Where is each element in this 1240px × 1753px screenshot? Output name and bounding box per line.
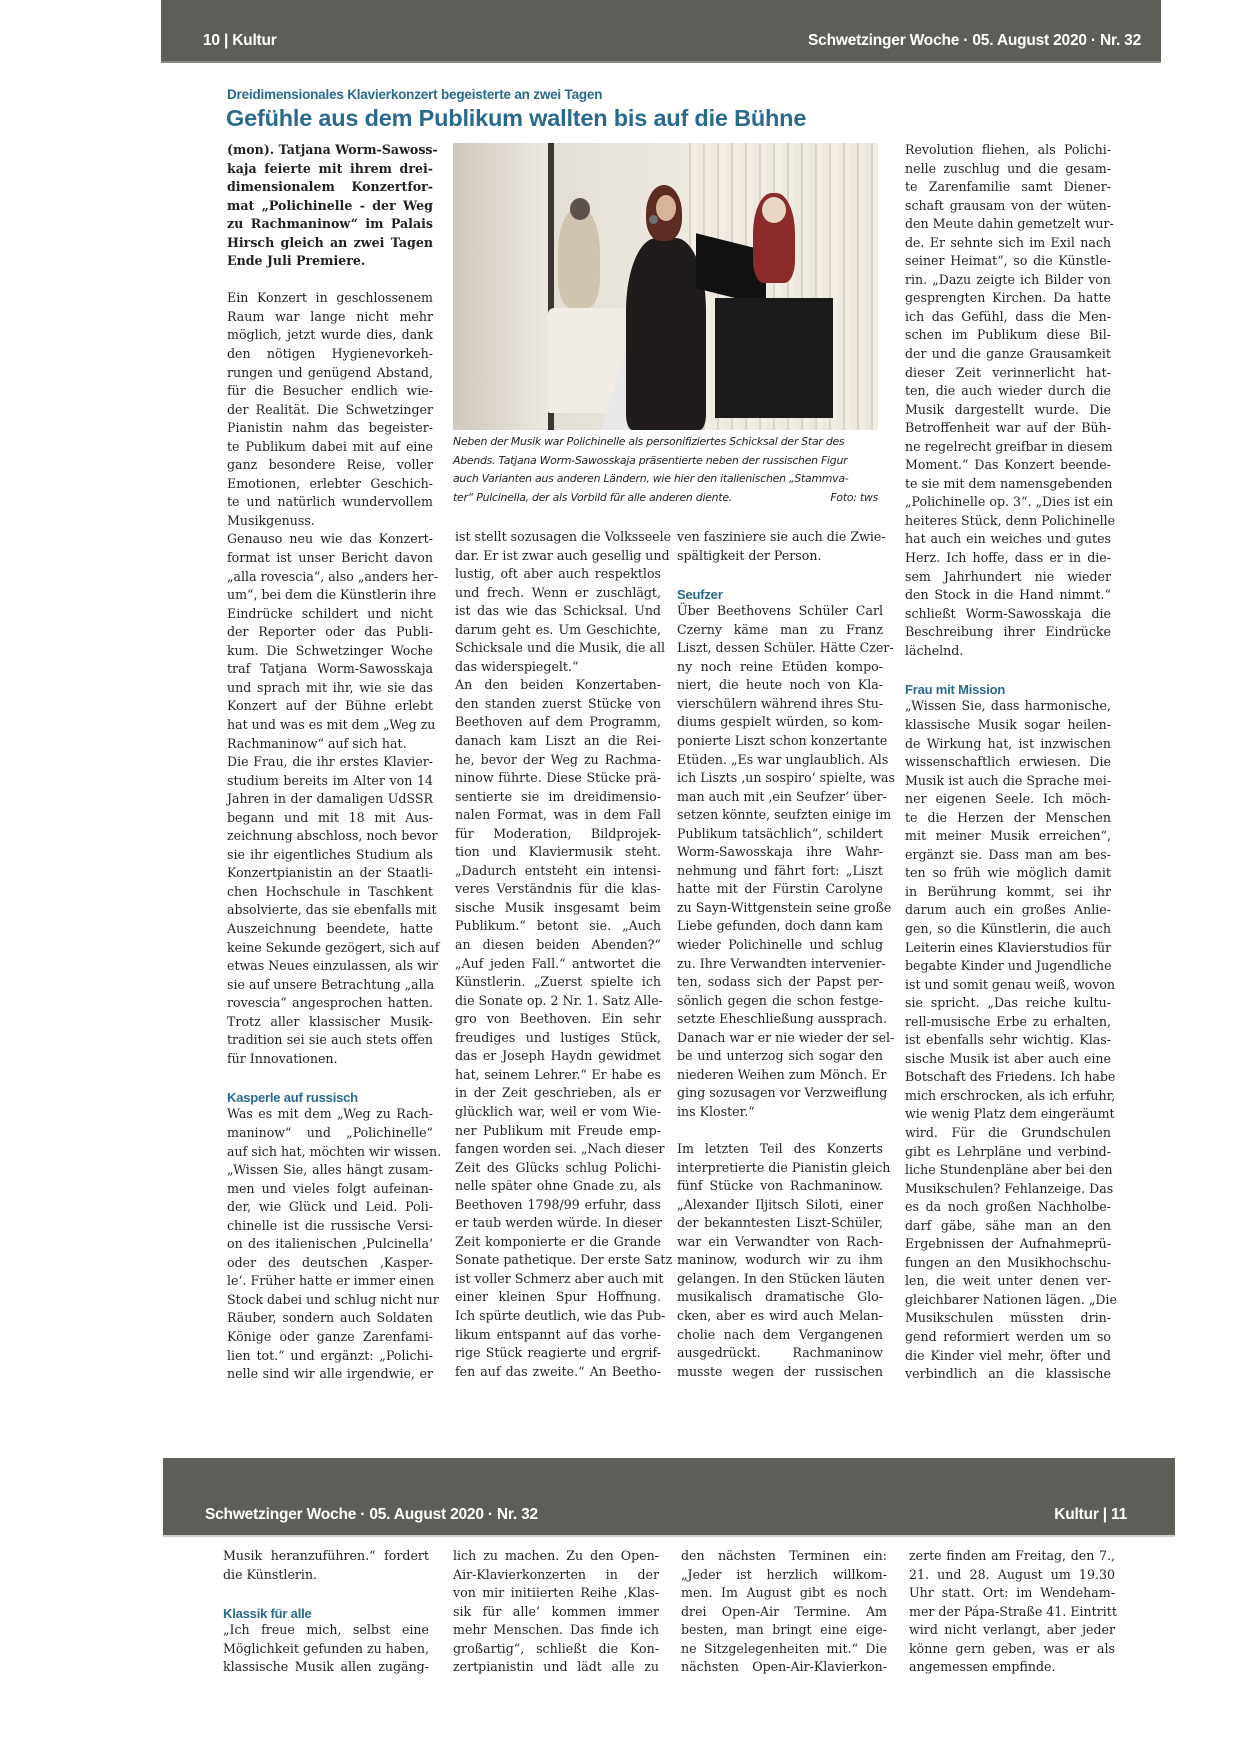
text-line: Genauso neu wie das Konzert- [227, 531, 433, 547]
text-line: Liebe gefunden, doch dann kam [677, 918, 883, 934]
text-line: zerte finden am Freitag, den 7., [909, 1548, 1115, 1563]
text-line: de. Er sehnte sich im Exil nach [905, 234, 1111, 250]
text-line: besten, man bringt eine eige- [681, 1622, 887, 1638]
text-column [455, 528, 673, 1381]
text-line: dar. Er ist zwar auch gesellig und [455, 547, 670, 563]
text-line: Raum war lange nicht mehr [227, 308, 433, 324]
text-line: Auszeichnung beendete, hatte [227, 920, 433, 936]
text-line: le‘. Früher hatte er immer einen [227, 1273, 435, 1289]
text-line: te sie mit dem namensgebenden [905, 475, 1113, 491]
text-line: Die Frau, die ihr erstes Klavier- [227, 754, 433, 770]
text-line: ausgedrückt. Rachmaninow [677, 1345, 883, 1361]
text-line: on des italienischen ‚Pulcinella‘ [227, 1236, 433, 1252]
text-line: hatte mit der Fürstin Carolyne [677, 881, 883, 897]
caption-line: Abends. Tatjana Worm-Sawosskaja präsentierte neben der russischen Figur [453, 453, 848, 467]
text-line: rovescia“ angesprochen hatten. [227, 995, 433, 1011]
text-line: veres Verständnis für die klas- [455, 881, 661, 897]
body-paragraph [905, 697, 1117, 1383]
text-line: glücklich war, weil er vom Wie- [455, 1103, 661, 1119]
text-line: an diesen beiden Abenden?“ [455, 937, 661, 953]
text-line: len, die weit unter denen ver- [905, 1273, 1111, 1289]
text-line: ne Sitzgelegenheiten mit.“ Die [681, 1640, 887, 1656]
text-line: Worm-Sawosskaja ihre Wahr- [677, 844, 883, 860]
text-line: verbindlich an die klassische [905, 1366, 1111, 1382]
text-line: Musik ist auch die Sprache mei- [905, 772, 1111, 788]
text-line: nelle zuschlug und die gesam- [905, 160, 1111, 176]
body-paragraph [227, 753, 440, 1068]
text-line: Danach war er nie wieder der sel- [677, 1029, 895, 1045]
text-line: für Innovationen. [227, 1050, 338, 1066]
text-line: fungen an den Musikhochschu- [905, 1254, 1111, 1270]
text-line: Betroffenheit war auf der Büh- [905, 420, 1111, 436]
text-line: Über Beethovens Schüler Carl [677, 603, 883, 619]
text-line: sönlich gegen die schon festge- [677, 992, 883, 1008]
text-line: ist ebenfalls sehr wichtig. Klas- [905, 1032, 1111, 1048]
text-line: Ein Konzert in geschlossenem [227, 290, 433, 306]
text-line: Beschreibung ihrer Eindrücke [905, 624, 1111, 640]
pianist-figure [626, 238, 706, 430]
text-line: war ein Verwandter von Rach- [677, 1233, 883, 1249]
text-line: wird nicht verlangt, aber jeder [909, 1622, 1115, 1638]
text-line: „Dadurch entsteht ein intensi- [455, 862, 661, 878]
text-line: studium bereits im Alter von 14 [227, 772, 433, 788]
text-line: ich Liszts ‚un sospiro‘ spielte, was [677, 770, 895, 786]
caption-line: Neben der Musik war Polichinelle als personifiziertes Schicksal der Star des [453, 435, 845, 448]
text-line: seiner Heimat“, so die Künstle- [905, 253, 1111, 269]
text-line: ponierte Liszt schon konzertante [677, 733, 888, 749]
text-line: begabte Kinder und Jugendliche [905, 958, 1112, 974]
text-line: man auch mit ‚ein Seufzer‘ über- [677, 788, 887, 804]
text-line: zu. Ihre Verwandten intervenier- [677, 955, 886, 971]
section-subheading: Seufzer [677, 586, 723, 602]
text-column [227, 141, 442, 1384]
text-line: Air-Klavierkonzerten in der [453, 1566, 659, 1582]
text-line: 21. und 28. August um 19.30 [909, 1566, 1115, 1582]
text-line: zu Rachmaninow“ im Palais [227, 216, 433, 232]
text-column [909, 1547, 1115, 1677]
text-line: die Künstlerin. [223, 1566, 318, 1582]
text-line: freudiges und lustiges Stück, [455, 1029, 661, 1045]
text-line: Hirsch gleich an zwei Tagen [227, 234, 433, 250]
section-subheading: Frau mit Mission [905, 681, 1006, 697]
text-line: Publikum.“ betont sie. „Auch [455, 918, 661, 934]
text-line: cholie nach dem Vergangenen [677, 1326, 883, 1342]
text-line: Eindrücke schildert und nicht [227, 605, 433, 621]
text-line: de Wirkung hat, ist inzwischen [905, 735, 1111, 751]
text-line: Pianistin nahm das begeister- [227, 420, 433, 436]
text-line: kaja feierte mit ihrem drei- [227, 160, 433, 176]
text-line: Uhr statt. Ort: im Wendeham- [909, 1585, 1115, 1601]
caption-line: auch Varianten aus anderen Ländern, wie hier den italienischen „Stammva- [453, 472, 849, 486]
text-line: sie auf unsere Betrachtung „alla [227, 976, 435, 992]
text-line: dimensionalem Konzertfor- [227, 179, 433, 195]
text-line: Moment.“ Das Konzert beende- [905, 457, 1111, 473]
text-line: ner eigenen Seele. Ich möch- [905, 791, 1111, 807]
text-line: wissenschaftlich erwiesen. Die [905, 754, 1111, 770]
text-line: niert, die heute noch von Kla- [677, 677, 883, 693]
text-line: den standen zuerst Stücke von [455, 695, 661, 711]
text-line: und frech. Wenn er zuschlägt, [455, 584, 661, 600]
text-line: lich zu machen. Zu den Open- [453, 1548, 659, 1563]
text-line: schen im Publikum diese Bil- [905, 327, 1111, 343]
text-line: mer der Pápa-Straße 41. Eintritt [909, 1603, 1117, 1619]
text-line: setzen könnte, seufzten einige im [677, 807, 892, 823]
text-line: in Berührung kommt, sei ihr [905, 883, 1111, 899]
caption-line: ter“ Pulcinella, der als Vorbild für alle anderen diente. Foto: tws [453, 489, 878, 508]
section-subheading: Kasperle auf russisch [227, 1089, 358, 1105]
text-line: gend reformiert werden um so [905, 1329, 1111, 1344]
text-line: mit meiner Musik erreichen“, [905, 828, 1111, 844]
article-kicker: Dreidimensionales Klavierkonzert begeisterte an zwei Tagen [227, 87, 603, 102]
text-line: gen, so die Künstlerin, die auch [905, 920, 1111, 936]
text-line: ten so früh wie möglich damit [905, 865, 1111, 881]
body-paragraph [227, 530, 438, 753]
text-line: der bekanntesten Liszt-Schüler, [677, 1215, 883, 1231]
text-line: „Polichinelle op. 3“. „Dies ist ein [905, 494, 1114, 510]
paragraph-gap [227, 271, 433, 290]
text-column [223, 1547, 429, 1677]
text-line: Könige oder ganze Zarenfami- [227, 1329, 433, 1344]
text-line: keine Sekunde gezögert, sich auf [227, 939, 440, 955]
text-line: Rachmaninow“ auf sich hat. [227, 735, 407, 751]
body-paragraph [455, 676, 673, 1381]
text-line: rungen und genügend Abstand, [227, 364, 433, 380]
body-paragraph [227, 1105, 442, 1383]
text-line: lien tot.“ und ergänzt: „Polichi- [227, 1347, 433, 1363]
text-line: Stock dabei und schlug nicht nur [227, 1291, 439, 1307]
text-line: den Stock in die Hand nimmt.“ [905, 587, 1111, 603]
page-header-bar [161, 0, 1161, 63]
text-line: zeichnung abschloss, noch bevor [227, 828, 438, 844]
text-line: ergänzt sie. Dass man am bes- [905, 846, 1111, 862]
text-line: Czerny käme man zu Franz [677, 621, 883, 637]
text-line: ins Kloster.“ [677, 1103, 755, 1119]
text-line: ven fasziniere sie auch die Zwie- [677, 529, 886, 544]
text-column [681, 1547, 887, 1677]
publication-info: Schwetzinger Woche · 05. August 2020 · Nr. 32 [205, 1506, 538, 1523]
text-line: „Auf jeden Fall.“ antwortet die [455, 955, 661, 971]
paragraph-gap [677, 565, 883, 584]
text-line: Ergebnissen der Aufnahmeprü- [905, 1236, 1111, 1252]
text-line: er taub werden würde. In dieser [455, 1215, 663, 1231]
body-paragraph [453, 1547, 659, 1677]
body-paragraph [227, 289, 433, 530]
text-line: den nächsten Terminen ein: [681, 1548, 887, 1563]
text-line: mat „Polichinelle - der Weg [227, 197, 433, 213]
text-line: ganz besondere Reise, voller [227, 457, 433, 473]
body-paragraph [909, 1547, 1115, 1677]
body-paragraph [905, 141, 1116, 660]
text-line: format ist unser Bericht davon [227, 550, 433, 566]
text-line: te und natürlich wundervollem [227, 494, 433, 510]
text-line: nelle sind wir alle irgendwie, er [227, 1366, 433, 1382]
text-line: zu Sayn-Wittgenstein seine große [677, 899, 892, 915]
paragraph-gap [905, 660, 1111, 679]
text-line: oder des deutschen ‚Kasper- [227, 1254, 433, 1270]
text-line: likum entspannt auf das vorhe- [455, 1326, 661, 1342]
text-line: einer kleinen Spur Hoffnung. [455, 1289, 661, 1305]
text-line: gelangen. In den Stücken läuten [677, 1270, 885, 1286]
text-line: der Realität. Die Schwetzinger [227, 401, 433, 417]
text-line: die Kinder viel mehr, öfter und [905, 1347, 1111, 1363]
text-line: Konzertpianistin an der Staatli- [227, 865, 433, 881]
text-line: Musik heranzuführen.“ fordert [223, 1548, 429, 1563]
polichinelle-puppet [558, 208, 600, 308]
text-line: Publikum tatsächlich“, schildert [677, 825, 883, 841]
text-line: rell-musische Erbe zu erhalten, [905, 1013, 1111, 1029]
section-subheading: Klassik für alle [223, 1605, 312, 1621]
text-line: mich erschrocken, als ich erfuhr, [905, 1087, 1116, 1103]
text-line: begann und mit 18 mit Aus- [227, 809, 433, 825]
paragraph-gap [227, 1068, 433, 1087]
text-line: gesprengten Kirchen. Da hatte [905, 290, 1111, 306]
text-line: Emotionen, erlebter Geschich- [227, 475, 433, 491]
text-line: rige Stück reagierte und ergrif- [455, 1345, 661, 1361]
text-line: großartig“, schließt die Kon- [453, 1640, 659, 1656]
text-line: das er Joseph Haydn gewidmet [455, 1048, 661, 1064]
text-column [453, 1547, 659, 1677]
text-line: „Ich freue mich, selbst eine [223, 1622, 429, 1638]
text-line: lustig, oft aber auch respektlos [455, 566, 661, 582]
text-line: (mon). Tatjana Worm-Sawoss- [227, 142, 438, 157]
text-line: chinelle ist die russische Versi- [227, 1217, 433, 1233]
text-line: te die Herzen der Menschen [905, 809, 1111, 825]
photo-caption [453, 433, 878, 507]
text-line: vierschülern während ihres Stu- [677, 695, 884, 711]
text-line: lächelnd. [905, 642, 964, 658]
text-line: heiteres Stück, denn Polichinelle [905, 512, 1116, 528]
text-line: tion und Klaviermusik steht. [455, 844, 661, 860]
text-line: men und vieles folgt aufeinan- [227, 1180, 433, 1196]
text-line: für die Besucher endlich wie- [227, 383, 433, 399]
text-line: hat, seinem Lehrer.“ Er habe es [455, 1066, 661, 1082]
text-line: Musikschulen müssten drin- [905, 1310, 1111, 1326]
text-line: Schicksale und die Musik, die all [455, 640, 666, 656]
text-line: darum geht es. Um Geschichte, [455, 621, 661, 637]
text-line: nelle später ohne Gnade zu, als [455, 1178, 661, 1194]
body-paragraph [223, 1621, 429, 1677]
text-line: nächsten Open-Air-Klavierkon- [681, 1659, 887, 1675]
microphone-icon [649, 215, 658, 224]
text-line: maninow“ und „Polichinelle“ [227, 1124, 433, 1140]
text-line: das widerspiegelt.“ [455, 658, 579, 674]
text-line: spältigkeit der Person. [677, 547, 822, 563]
text-column [905, 141, 1117, 1384]
body-paragraph [455, 528, 672, 676]
photo-credit: Foto: tws [830, 490, 878, 504]
text-line: setzte Eheschließung aussprach. [677, 1011, 888, 1027]
text-line: auf sich hat, möchten wir wissen. [227, 1143, 442, 1159]
text-line: Konzert auf der Bühne erlebt [227, 698, 433, 714]
text-line: absolvierte, das sie ebenfalls mit [227, 902, 437, 918]
text-line: den Meute dahin gemetzelt wur- [905, 216, 1114, 232]
text-line: Zeit komponierte er die Grande [455, 1233, 661, 1249]
text-line: te Zarenfamilie samt Diener- [905, 179, 1111, 195]
page-section-label: Kultur | 11 [1054, 1506, 1127, 1523]
text-line: sische Musik ist aber auch eine [905, 1050, 1111, 1066]
text-line: fangen worden sei. „Nach dieser [455, 1141, 665, 1157]
text-line: wieder Polichinelle und schlug [677, 937, 883, 953]
text-line: ten, sodass sich der Papst per- [677, 974, 883, 990]
text-line: „Alexander Iljitsch Siloti, einer [677, 1196, 883, 1212]
text-line: rin. „Dazu zeigte ich Bilder von [905, 271, 1111, 287]
text-line: ne regelrecht greifbar in diesem [905, 438, 1113, 454]
text-line: fen auf das zweite.“ An Beetho- [455, 1363, 661, 1379]
text-line: gleichbarer Nationen lägen. „Die [905, 1291, 1117, 1307]
text-line: könne gern geben, was er als [909, 1640, 1115, 1656]
text-line: ist und somit genau weiß, wovon [905, 976, 1116, 992]
text-line: nehmung und fährt fort: „Liszt [677, 862, 883, 878]
publication-info: Schwetzinger Woche · 05. August 2020 · Nr. 32 [808, 32, 1141, 49]
text-line: chen Hochschule in Taschkent [227, 883, 433, 899]
text-line: interpretierte die Pianistin gleich [677, 1159, 891, 1175]
text-line: Sonate pathetique. Der erste Satz [455, 1252, 673, 1268]
text-line: sie spricht. „Das reiche kultu- [905, 995, 1111, 1011]
text-line: klassische Musik allen zugäng- [223, 1659, 429, 1675]
text-line: diums gespielt würden, so kom- [677, 714, 883, 730]
text-line: cken, aber es wird auch Melan- [677, 1307, 883, 1323]
text-line: niederen Weihen zum Mönch. Er [677, 1066, 887, 1082]
text-line: von mir initiierten Reihe ‚Klas- [453, 1585, 659, 1601]
text-line: es da noch großen Nachholbe- [905, 1199, 1111, 1215]
text-line: liche Stundenpläne aber bei den [905, 1162, 1113, 1178]
text-line: musste wegen der russischen [677, 1363, 883, 1379]
text-line: Im letzten Teil des Konzerts [677, 1141, 883, 1157]
text-line: schließt Worm-Sawosskaja die [905, 605, 1111, 621]
text-line: um“, bei dem die Künstlerin ihre [227, 587, 437, 603]
text-line: Räuber, sondern auch Soldaten [227, 1310, 433, 1326]
text-line: Ich spürte deutlich, wie das Pub- [455, 1307, 666, 1323]
text-line: Musik dargestellt wurde. Die [905, 401, 1111, 417]
text-line: sie ihr eigentliches Studium als [227, 846, 433, 862]
text-line: danach kam Liszt an die Rei- [455, 733, 661, 749]
paragraph-gap [677, 1122, 883, 1141]
text-line: Leiterin eines Klavierstudios für [905, 939, 1112, 955]
text-line: für Moderation, Bildprojek- [455, 825, 661, 841]
text-line: ich das Gefühl, dass die Men- [905, 308, 1111, 324]
text-line: ist stellt sozusagen die Volksseele [455, 529, 672, 544]
text-line: ninow führte. Diese Stücke prä- [455, 770, 661, 786]
text-line: „Wissen Sie, alles hängt zusam- [227, 1162, 433, 1178]
text-line: schaft grausam von der wüten- [905, 197, 1111, 213]
text-line: den nötigen Hygienevorkeh- [227, 346, 433, 362]
text-line: ten, die auch wieder durch die [905, 383, 1111, 399]
text-line: darf gäbe, sähe man an den [905, 1217, 1111, 1233]
text-line: ny noch reine Etüden kompo- [677, 658, 883, 674]
text-line: „Jeder ist herzlich willkom- [681, 1566, 887, 1582]
text-line: sische Musik insgesamt beim [455, 899, 661, 915]
lead-paragraph [227, 141, 438, 271]
text-line: An den beiden Konzertaben- [455, 677, 661, 693]
text-line: ist das wie das Schicksal. Und [455, 603, 661, 619]
text-line: angemessen empfinde. [909, 1659, 1056, 1675]
text-line: „alla rovescia“, also „anders her- [227, 568, 438, 584]
text-line: und sprach mit ihr, wie sie das [227, 679, 433, 695]
text-line: darum auch ein großes Anlie- [905, 902, 1111, 918]
body-paragraph [681, 1547, 887, 1677]
text-line: be und unterzog sich sogar den [677, 1048, 883, 1064]
text-line: möglich, jetzt wurde dies, dank [227, 327, 433, 343]
text-line: nalen Format, was in dem Fall [455, 807, 661, 823]
text-line: der, wie Glück und Leid. Poli- [227, 1199, 433, 1215]
page-section-label: 10 | Kultur [203, 32, 277, 49]
text-line: Was es mit dem „Weg zu Rach- [227, 1106, 433, 1122]
text-line: „Wissen Sie, dass harmonische, [905, 698, 1111, 714]
text-line: sentierte sie im dreidimensio- [455, 788, 661, 804]
text-line: Beethoven auf dem Programm, [455, 714, 661, 730]
text-line: zertpianistin und lädt alle zu [453, 1659, 659, 1675]
article-photo [453, 143, 878, 430]
body-paragraph [677, 602, 895, 1121]
text-line: Jahren in der damaligen UdSSR [227, 791, 433, 807]
text-line: wie wenig Platz dem eingeräumt [905, 1106, 1115, 1122]
body-paragraph [223, 1547, 429, 1584]
text-line: men. Im August gibt es noch [681, 1585, 887, 1601]
equipment-cabinet [715, 298, 833, 418]
text-line: Künstlerin. „Zuerst spielte ich [455, 974, 661, 990]
text-line: sik für alle‘ kommen immer [453, 1603, 659, 1619]
text-line: wird. Für die Grundschulen [905, 1124, 1111, 1140]
text-line: tradition sei sie auch stets offen [227, 1032, 433, 1048]
text-line: die Sonate op. 2 Nr. 1. Satz Alle- [455, 992, 663, 1008]
text-line: klassische Musik sogar heilen- [905, 716, 1111, 732]
page-header-bar [163, 1458, 1175, 1537]
text-line: Revolution fliehen, als Polichi- [905, 142, 1111, 157]
text-line: ner Publikum mit Freude emp- [455, 1122, 661, 1138]
body-paragraph [677, 528, 886, 565]
text-line: Beethoven 1798/99 erfuhr, dass [455, 1196, 661, 1212]
text-line: Herz. Ich hoffe, dass er in die- [905, 550, 1111, 566]
text-line: fünf Stücke von Rachmaninow. [677, 1178, 883, 1194]
text-line: kum. Die Schwetzinger Woche [227, 642, 433, 658]
text-line: hat und was es mit dem „Weg zu [227, 716, 436, 732]
text-line: mehr Menschen. Das finde ich [453, 1622, 659, 1638]
text-line: Trotz aller klassischer Musik- [227, 1013, 433, 1029]
text-line: der Reporter oder das Publi- [227, 624, 433, 640]
text-line: etwas Neues einzulassen, als wir [227, 958, 438, 974]
text-column [677, 528, 895, 1381]
text-line: Zeit des Glücks schlug Polichi- [455, 1159, 661, 1175]
body-paragraph [677, 1140, 891, 1381]
text-line: der und die ganze Grausamkeit [905, 346, 1111, 362]
text-line: dieser Zeit verinnerlicht hat- [905, 364, 1111, 380]
text-line: Ende Juli Premiere. [227, 253, 366, 269]
text-line: Etüden. „Es war unglaublich. Als [677, 751, 889, 767]
text-line: Musikschulen? Fehlanzeige. Das [905, 1180, 1114, 1196]
text-line: gro von Beethoven. Ein sehr [455, 1011, 661, 1027]
text-line: ist voller Schmerz aber auch mit [455, 1270, 664, 1286]
text-line: maninow, wodurch wir zu ihm [677, 1252, 883, 1268]
paragraph-gap [223, 1584, 429, 1603]
text-line: musikalisch dramatische Glo- [677, 1289, 883, 1305]
text-line: Möglichkeit gefunden zu haben, [223, 1640, 429, 1656]
text-line: Liszt, dessen Schüler. Hätte Czer- [677, 640, 894, 656]
text-line: te Publikum dabei mit auf eine [227, 438, 433, 454]
text-line: Musikgenuss. [227, 512, 315, 528]
text-line: in der Zeit geschrieben, als er [455, 1085, 661, 1101]
text-line: sem Jahrhundert nie wieder [905, 568, 1111, 584]
text-line: Botschaft des Friedens. Ich habe [905, 1069, 1116, 1085]
text-line: gibt es Lehrpläne und verbind- [905, 1143, 1111, 1159]
article-headline: Gefühle aus dem Publikum wallten bis auf die Bühne [226, 105, 807, 131]
text-line: drei Open-Air Termine. Am [681, 1603, 887, 1619]
text-line: ging sozusagen vor Verzweiflung [677, 1085, 888, 1101]
text-line: hat auch ein weiches und gutes [905, 531, 1111, 547]
text-line: traf Tatjana Worm-Sawosskaja [227, 661, 433, 677]
text-line: he, bevor der Weg zu Rachma- [455, 751, 661, 767]
